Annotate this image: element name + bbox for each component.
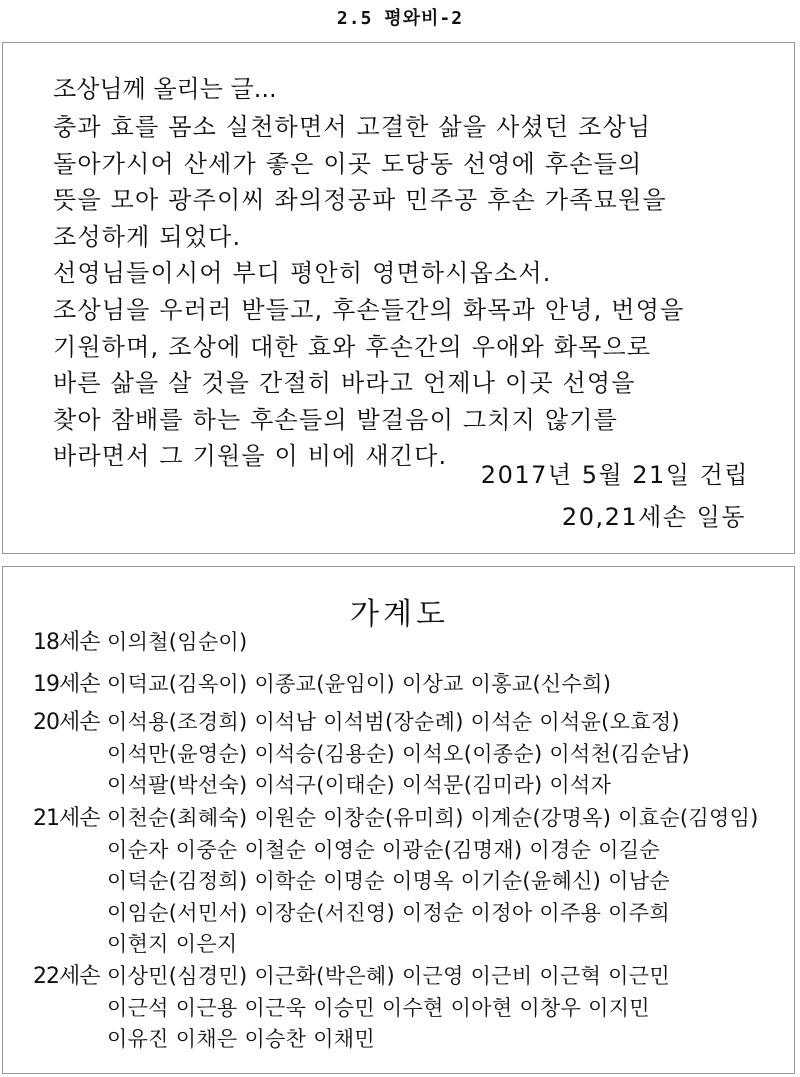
generation-members-line: 이임순(서민서) 이장순(서진영) 이정순 이정아 이주용 이주희 (107, 900, 670, 925)
generation-members (107, 707, 690, 802)
generation-members-line: 이근석 이근용 이근욱 이승민 이수현 이아현 이창우 이지민 (107, 995, 650, 1020)
generation-members-line: 이의철(임순이) (107, 630, 248, 654)
generation-members-line: 이석만(윤영순) 이석승(김용순) 이석오(이종순) 이석천(김순남) (107, 741, 690, 766)
letter-line: 뜻을 모아 광주이씨 좌의정공파 민주공 후손 가족묘원을 (53, 186, 667, 215)
generation-members (107, 669, 611, 701)
letter-line: 선영님들이시어 부디 평안히 영면하시옵소서. (53, 259, 552, 288)
letter-line: 기원하며, 조상에 대한 효와 후손간의 우애와 화목으로 (53, 332, 652, 361)
letter-line: 바라면서 그 기원을 이 비에 새긴다. (53, 442, 448, 471)
generation-members-line: 이천순(최혜숙) 이원순 이창순(유미희) 이계순(강명옥) 이효순(김영임) (107, 806, 759, 830)
letter-line: 바른 삶을 살 것을 간절히 바라고 언제나 이곳 선영을 (53, 369, 636, 398)
generation-members-line: 이상민(심경민) 이근화(박은혜) 이근영 이근비 이근혁 이근민 (107, 964, 670, 988)
family-tree-title: 가계도 (350, 597, 449, 632)
letter-line: 조상님을 우러러 받들고, 후손들간의 화목과 안녕, 번영을 (53, 295, 685, 324)
generation-label: 22세손 (33, 964, 100, 989)
letter-line: 찾아 참배를 하는 후손들의 발걸음이 그치지 않기를 (53, 405, 619, 434)
generation-members-line: 이덕교(김옥이) 이종교(윤임이) 이상교 이홍교(신수희) (107, 672, 612, 696)
letter-greeting: 조상님께 올리는 글... (53, 75, 277, 103)
generation-label: 21세손 (33, 806, 100, 831)
family-tree-panel (2, 566, 795, 1074)
generation-members-line: 이석팔(박선숙) 이석구(이태순) 이석문(김미라) 이석자 (107, 773, 612, 797)
generation-members-line: 이덕순(김정희) 이학순 이명순 이명옥 이기순(윤혜신) 이남순 (107, 869, 670, 893)
memorial-inscription-panel (2, 42, 795, 554)
erection-date: 2017년 5월 21일 건립 (480, 461, 749, 489)
generation-members-line: 이유진 이채은 이승찬 이채민 (107, 1027, 375, 1051)
generation-label: 19세손 (33, 672, 100, 697)
generation-members (107, 803, 759, 961)
generation-members (107, 627, 248, 659)
generation-members-line: 이순자 이중순 이철순 이영순 이광순(김명재) 이경순 이길순 (107, 837, 660, 862)
generation-label: 18세손 (33, 630, 100, 655)
generation-members-line: 이현지 이은지 (107, 932, 238, 956)
letter-line: 돌아가시어 산세가 좋은 이곳 도당동 선영에 후손들의 (53, 149, 643, 178)
signed-by: 20,21세손 일동 (561, 503, 746, 531)
memorial-letter (53, 71, 783, 475)
letter-line: 충과 효를 몸소 실천하면서 고결한 삶을 사셨던 조상님 (53, 113, 652, 141)
page-title: 2.5 평와비-2 (336, 8, 464, 29)
generation-members-line: 이석용(조경희) 이석남 이석범(장순례) 이석순 이석윤(오효정) (107, 710, 680, 734)
letter-line: 조성하게 되었다. (53, 222, 242, 251)
generation-label: 20세손 (33, 710, 100, 735)
generation-members (107, 961, 670, 1056)
